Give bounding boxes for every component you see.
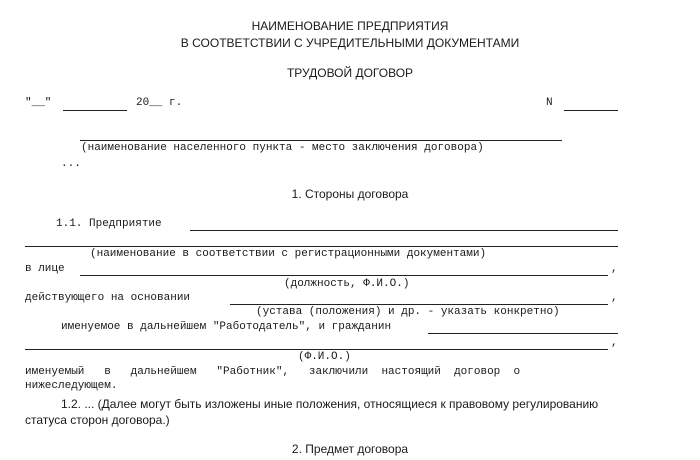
date-month-blank <box>63 110 127 111</box>
enterprise-name-blank <box>25 246 618 247</box>
date-day-field: "__" <box>25 97 52 109</box>
date-year: 20__ г. <box>136 97 183 109</box>
section-1-heading: 1. Стороны договора <box>291 187 409 201</box>
clause-1-1-label: 1.1. Предприятие <box>56 218 162 230</box>
clause-1-2-line1: 1.2. ... (Далее могут быть изложены иные положения, относящиеся к правовому регулированию <box>61 397 599 411</box>
in-person-comma: , <box>611 263 618 275</box>
section-2-heading: 2. Предмет договора <box>291 442 409 456</box>
place-ellipsis: ... <box>61 158 81 170</box>
enterprise-name-caption: (наименование в соответствии с регистрационными документами) <box>90 248 487 260</box>
fio-caption: (Ф.И.О.) <box>298 351 351 363</box>
acting-basis-label: действующего на основании <box>25 292 191 304</box>
citizen-blank <box>428 333 618 334</box>
basis-caption: (устава (положения) и др. - указать конкретно) <box>256 306 560 318</box>
employee-fio-blank <box>25 349 608 350</box>
employee-fio-comma: , <box>611 337 618 349</box>
organization-name-line2: В СООТВЕТСТВИИ С УЧРЕДИТЕЛЬНЫМИ ДОКУМЕНТАМИ <box>180 36 520 50</box>
position-caption: (должность, Ф.И.О.) <box>284 278 410 290</box>
employee-designation-line1: именуемый в дальнейшем "Работник", заключили настоящий договор о <box>25 366 521 378</box>
employer-designation: именуемое в дальнейшем "Работодатель", и гражданин <box>61 321 392 333</box>
acting-basis-blank <box>230 304 608 305</box>
place-blank <box>80 140 562 141</box>
in-person-blank <box>80 275 608 276</box>
enterprise-blank <box>190 230 618 231</box>
acting-basis-comma: , <box>611 292 618 304</box>
organization-name-line1: НАИМЕНОВАНИЕ ПРЕДПРИЯТИЯ <box>251 19 449 33</box>
contract-number-blank <box>564 110 618 111</box>
document-title: ТРУДОВОЙ ДОГОВОР <box>286 66 414 80</box>
clause-1-2-line2: статуса сторон договора.) <box>25 413 170 427</box>
employee-designation-line2: нижеследующем. <box>25 380 118 392</box>
in-person-label: в лице <box>25 263 65 275</box>
place-caption: (наименование населенного пункта - место заключения договора) <box>81 142 484 154</box>
contract-number-label: N <box>546 97 553 109</box>
